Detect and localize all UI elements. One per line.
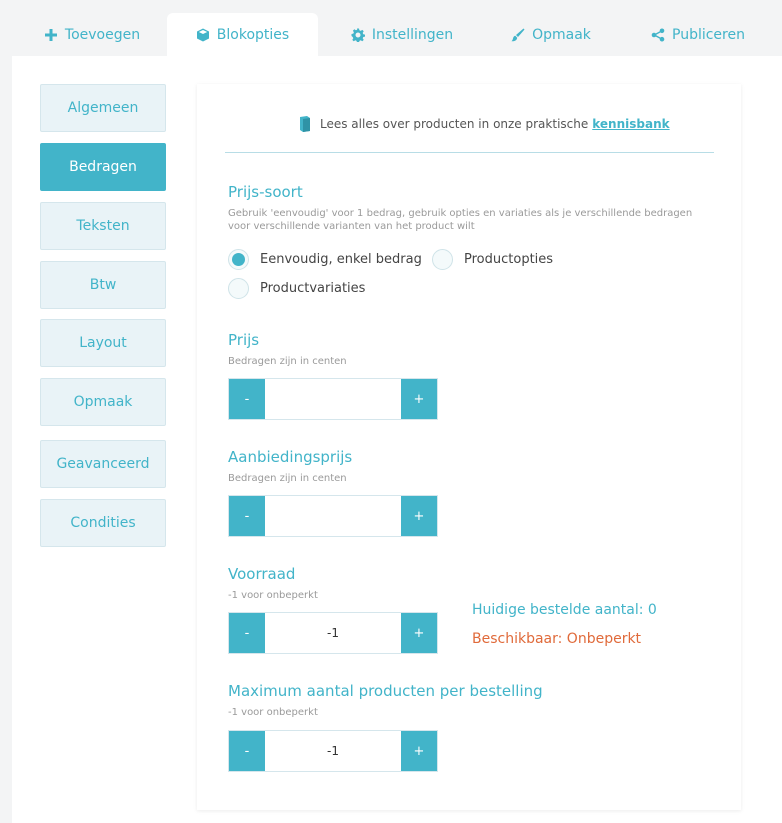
max-per-order-title: Maximum aantal producten per bestelling bbox=[228, 682, 543, 700]
sale-price-stepper bbox=[228, 495, 438, 537]
price-type-title: Prijs-soort bbox=[228, 183, 303, 201]
sidebar-item-algemeen[interactable]: Algemeen bbox=[40, 84, 166, 132]
max-per-order-minus-button[interactable]: - bbox=[229, 731, 265, 771]
tab-label: Publiceren bbox=[672, 26, 745, 43]
sidebar-item-geavanceerd[interactable]: Geavanceerd bbox=[40, 440, 166, 488]
cube-icon bbox=[196, 28, 210, 42]
sale-price-input[interactable] bbox=[265, 496, 401, 536]
sidebar-item-teksten[interactable]: Teksten bbox=[40, 202, 166, 250]
price-input[interactable] bbox=[265, 379, 401, 419]
sidebar-item-condities[interactable]: Condities bbox=[40, 499, 166, 547]
kennisbank-notice bbox=[298, 116, 670, 132]
radio-productopties[interactable] bbox=[432, 249, 553, 270]
tab-bar bbox=[0, 0, 782, 56]
max-per-order-help: -1 voor onbeperkt bbox=[228, 707, 318, 718]
radio-label: Productvariaties bbox=[260, 281, 366, 296]
sale-price-minus-button[interactable]: - bbox=[229, 496, 265, 536]
tab-label: Blokopties bbox=[216, 26, 290, 43]
sidebar-item-bedragen[interactable]: Bedragen bbox=[40, 143, 166, 191]
available-status: Beschikbaar: Onbeperkt bbox=[472, 631, 642, 647]
radio-eenvoudig[interactable] bbox=[228, 249, 422, 270]
stock-title: Voorraad bbox=[228, 565, 296, 583]
stock-minus-button[interactable]: - bbox=[229, 613, 265, 653]
price-title: Prijs bbox=[228, 331, 260, 349]
tab-publiceren[interactable] bbox=[640, 13, 756, 56]
stock-help: -1 voor onbeperkt bbox=[228, 590, 318, 601]
brush-icon bbox=[511, 28, 525, 42]
stock-input[interactable]: -1 bbox=[265, 613, 401, 653]
ordered-count: Huidige bestelde aantal: 0 bbox=[472, 602, 657, 618]
share-icon bbox=[651, 28, 665, 42]
tab-label: Opmaak bbox=[532, 26, 591, 43]
stock-stepper bbox=[228, 612, 438, 654]
tab-instellingen[interactable] bbox=[340, 13, 464, 56]
sale-price-title: Aanbiedingsprijs bbox=[228, 448, 353, 466]
sidebar-item-opmaak[interactable]: Opmaak bbox=[40, 378, 166, 426]
plus-icon bbox=[44, 28, 58, 42]
stock-plus-button[interactable]: + bbox=[401, 613, 437, 653]
gear-icon bbox=[351, 28, 365, 42]
book-icon bbox=[298, 116, 312, 132]
radio-label: Productopties bbox=[464, 252, 554, 267]
kennisbank-link[interactable]: kennisbank bbox=[592, 117, 670, 131]
tab-toevoegen[interactable] bbox=[30, 13, 154, 56]
max-per-order-input[interactable]: -1 bbox=[265, 731, 401, 771]
price-type-help: Gebruik 'eenvoudig' voor 1 bedrag, gebruik opties en variaties als je verschillende bedragen voor verschillende varianten van het product wilt bbox=[228, 208, 693, 232]
tab-label: Toevoegen bbox=[64, 26, 141, 43]
tab-blokopties[interactable] bbox=[167, 13, 318, 56]
price-stepper bbox=[228, 378, 438, 420]
sidebar-item-btw[interactable]: Btw bbox=[40, 261, 166, 309]
tab-label: Instellingen bbox=[371, 26, 454, 43]
max-per-order-stepper bbox=[228, 730, 438, 772]
radio-button[interactable] bbox=[228, 249, 249, 270]
max-per-order-plus-button[interactable]: + bbox=[401, 731, 437, 771]
sale-price-help: Bedragen zijn in centen bbox=[228, 473, 347, 484]
price-plus-button[interactable]: + bbox=[401, 379, 437, 419]
sidebar-item-layout[interactable]: Layout bbox=[40, 319, 166, 367]
tab-opmaak[interactable] bbox=[496, 13, 606, 56]
kennisbank-text: Lees alles over producten in onze praktische bbox=[320, 117, 589, 131]
radio-label: Eenvoudig, enkel bedrag bbox=[260, 252, 422, 267]
radio-button[interactable] bbox=[432, 249, 453, 270]
price-help: Bedragen zijn in centen bbox=[228, 356, 347, 367]
radio-button[interactable] bbox=[228, 278, 249, 299]
sale-price-plus-button[interactable]: + bbox=[401, 496, 437, 536]
divider bbox=[225, 152, 714, 153]
price-minus-button[interactable]: - bbox=[229, 379, 265, 419]
radio-productvariaties[interactable] bbox=[228, 278, 365, 299]
